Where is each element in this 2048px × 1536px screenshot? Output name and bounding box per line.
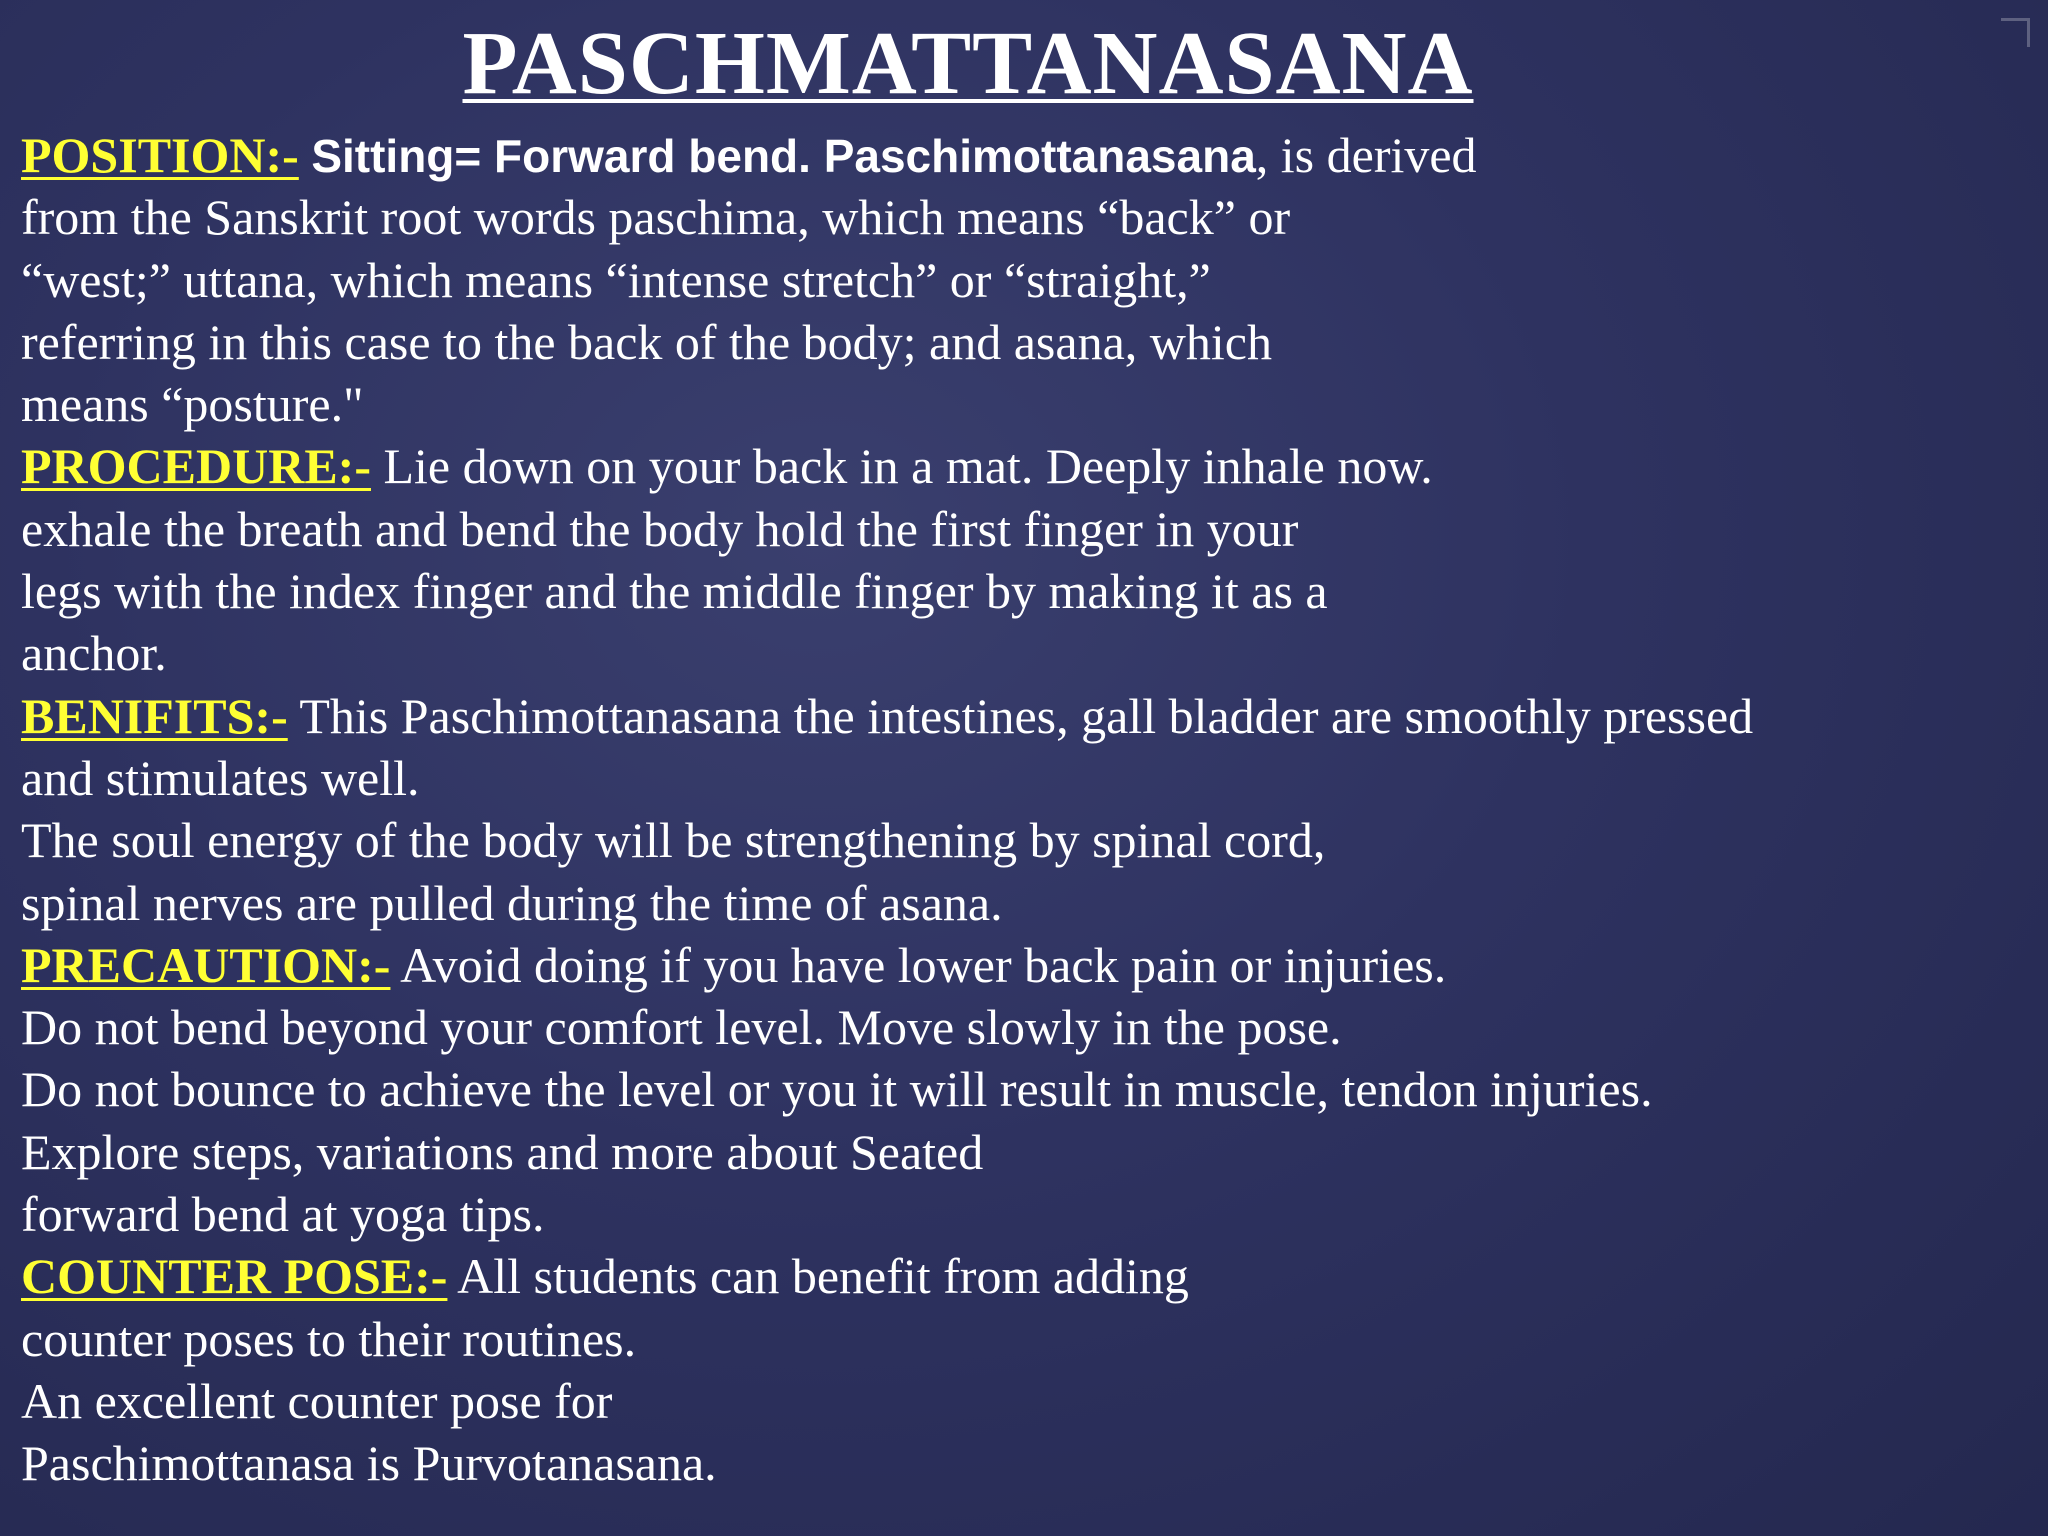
procedure-line: exhale the breath and bend the body hold the first finger in your <box>21 500 1299 557</box>
precaution-line: Do not bend beyond your comfort level. Move slowly in the pose. <box>21 999 1342 1056</box>
page-title: PASCHMATTANASANA <box>462 14 1474 113</box>
benefits-line: The soul energy of the body will be strengthening by spinal cord, <box>21 812 1326 869</box>
procedure-line: anchor. <box>21 625 167 682</box>
counter-pose-line: An excellent counter pose for <box>21 1372 613 1429</box>
counter-pose-lead-rest: All students can benefit from adding <box>447 1248 1189 1305</box>
procedure-heading: PROCEDURE:- <box>21 438 371 495</box>
position-lead-rest: , is derived <box>1255 127 1477 183</box>
procedure-lead-rest: Lie down on your back in a mat. Deeply inhale now. <box>370 438 1433 495</box>
benefits-lead-rest: This Paschimottanasana the intestines, gall bladder are smoothly pressed <box>287 687 1754 744</box>
precaution-heading: PRECAUTION:- <box>21 936 391 993</box>
slide-body <box>21 124 2021 1495</box>
benefits-line: and stimulates well. <box>21 749 420 806</box>
position-line: referring in this case to the back of the body; and asana, which <box>21 313 1272 370</box>
counter-pose-line: Paschimottanasa is Purvotanasana. <box>21 1435 717 1492</box>
position-line: from the Sanskrit root words paschima, which means “back” or <box>21 189 1291 246</box>
precaution-line: Explore steps, variations and more about Seated <box>21 1123 984 1180</box>
precaution-line: Do not bounce to achieve the level or you it will result in muscle, tendon injuries. <box>21 1061 1653 1118</box>
position-lead-bold: Sitting= Forward bend. Paschimottanasana <box>311 130 1256 182</box>
corner-decoration <box>2001 18 2030 47</box>
counter-pose-line: counter poses to their routines. <box>21 1310 637 1367</box>
benefits-first-line <box>21 685 2021 747</box>
counter-pose-first-line <box>21 1245 2021 1307</box>
position-heading: POSITION:- <box>21 127 299 183</box>
procedure-first-line <box>21 435 2021 497</box>
precaution-lead-rest: Avoid doing if you have lower back pain or injuries. <box>390 936 1447 993</box>
benefits-heading: BENIFITS:- <box>21 687 288 744</box>
position-line: means “posture." <box>21 376 364 433</box>
precaution-first-line <box>21 934 2021 996</box>
procedure-line: legs with the index finger and the middle finger by making it as a <box>21 563 1328 620</box>
counter-pose-heading: COUNTER POSE:- <box>21 1248 448 1305</box>
benefits-line: spinal nerves are pulled during the time of asana. <box>21 874 1003 931</box>
position-first-line <box>21 124 2021 186</box>
precaution-line: forward bend at yoga tips. <box>21 1186 545 1243</box>
position-line: “west;” uttana, which means “intense stretch” or “straight,” <box>21 251 1211 308</box>
